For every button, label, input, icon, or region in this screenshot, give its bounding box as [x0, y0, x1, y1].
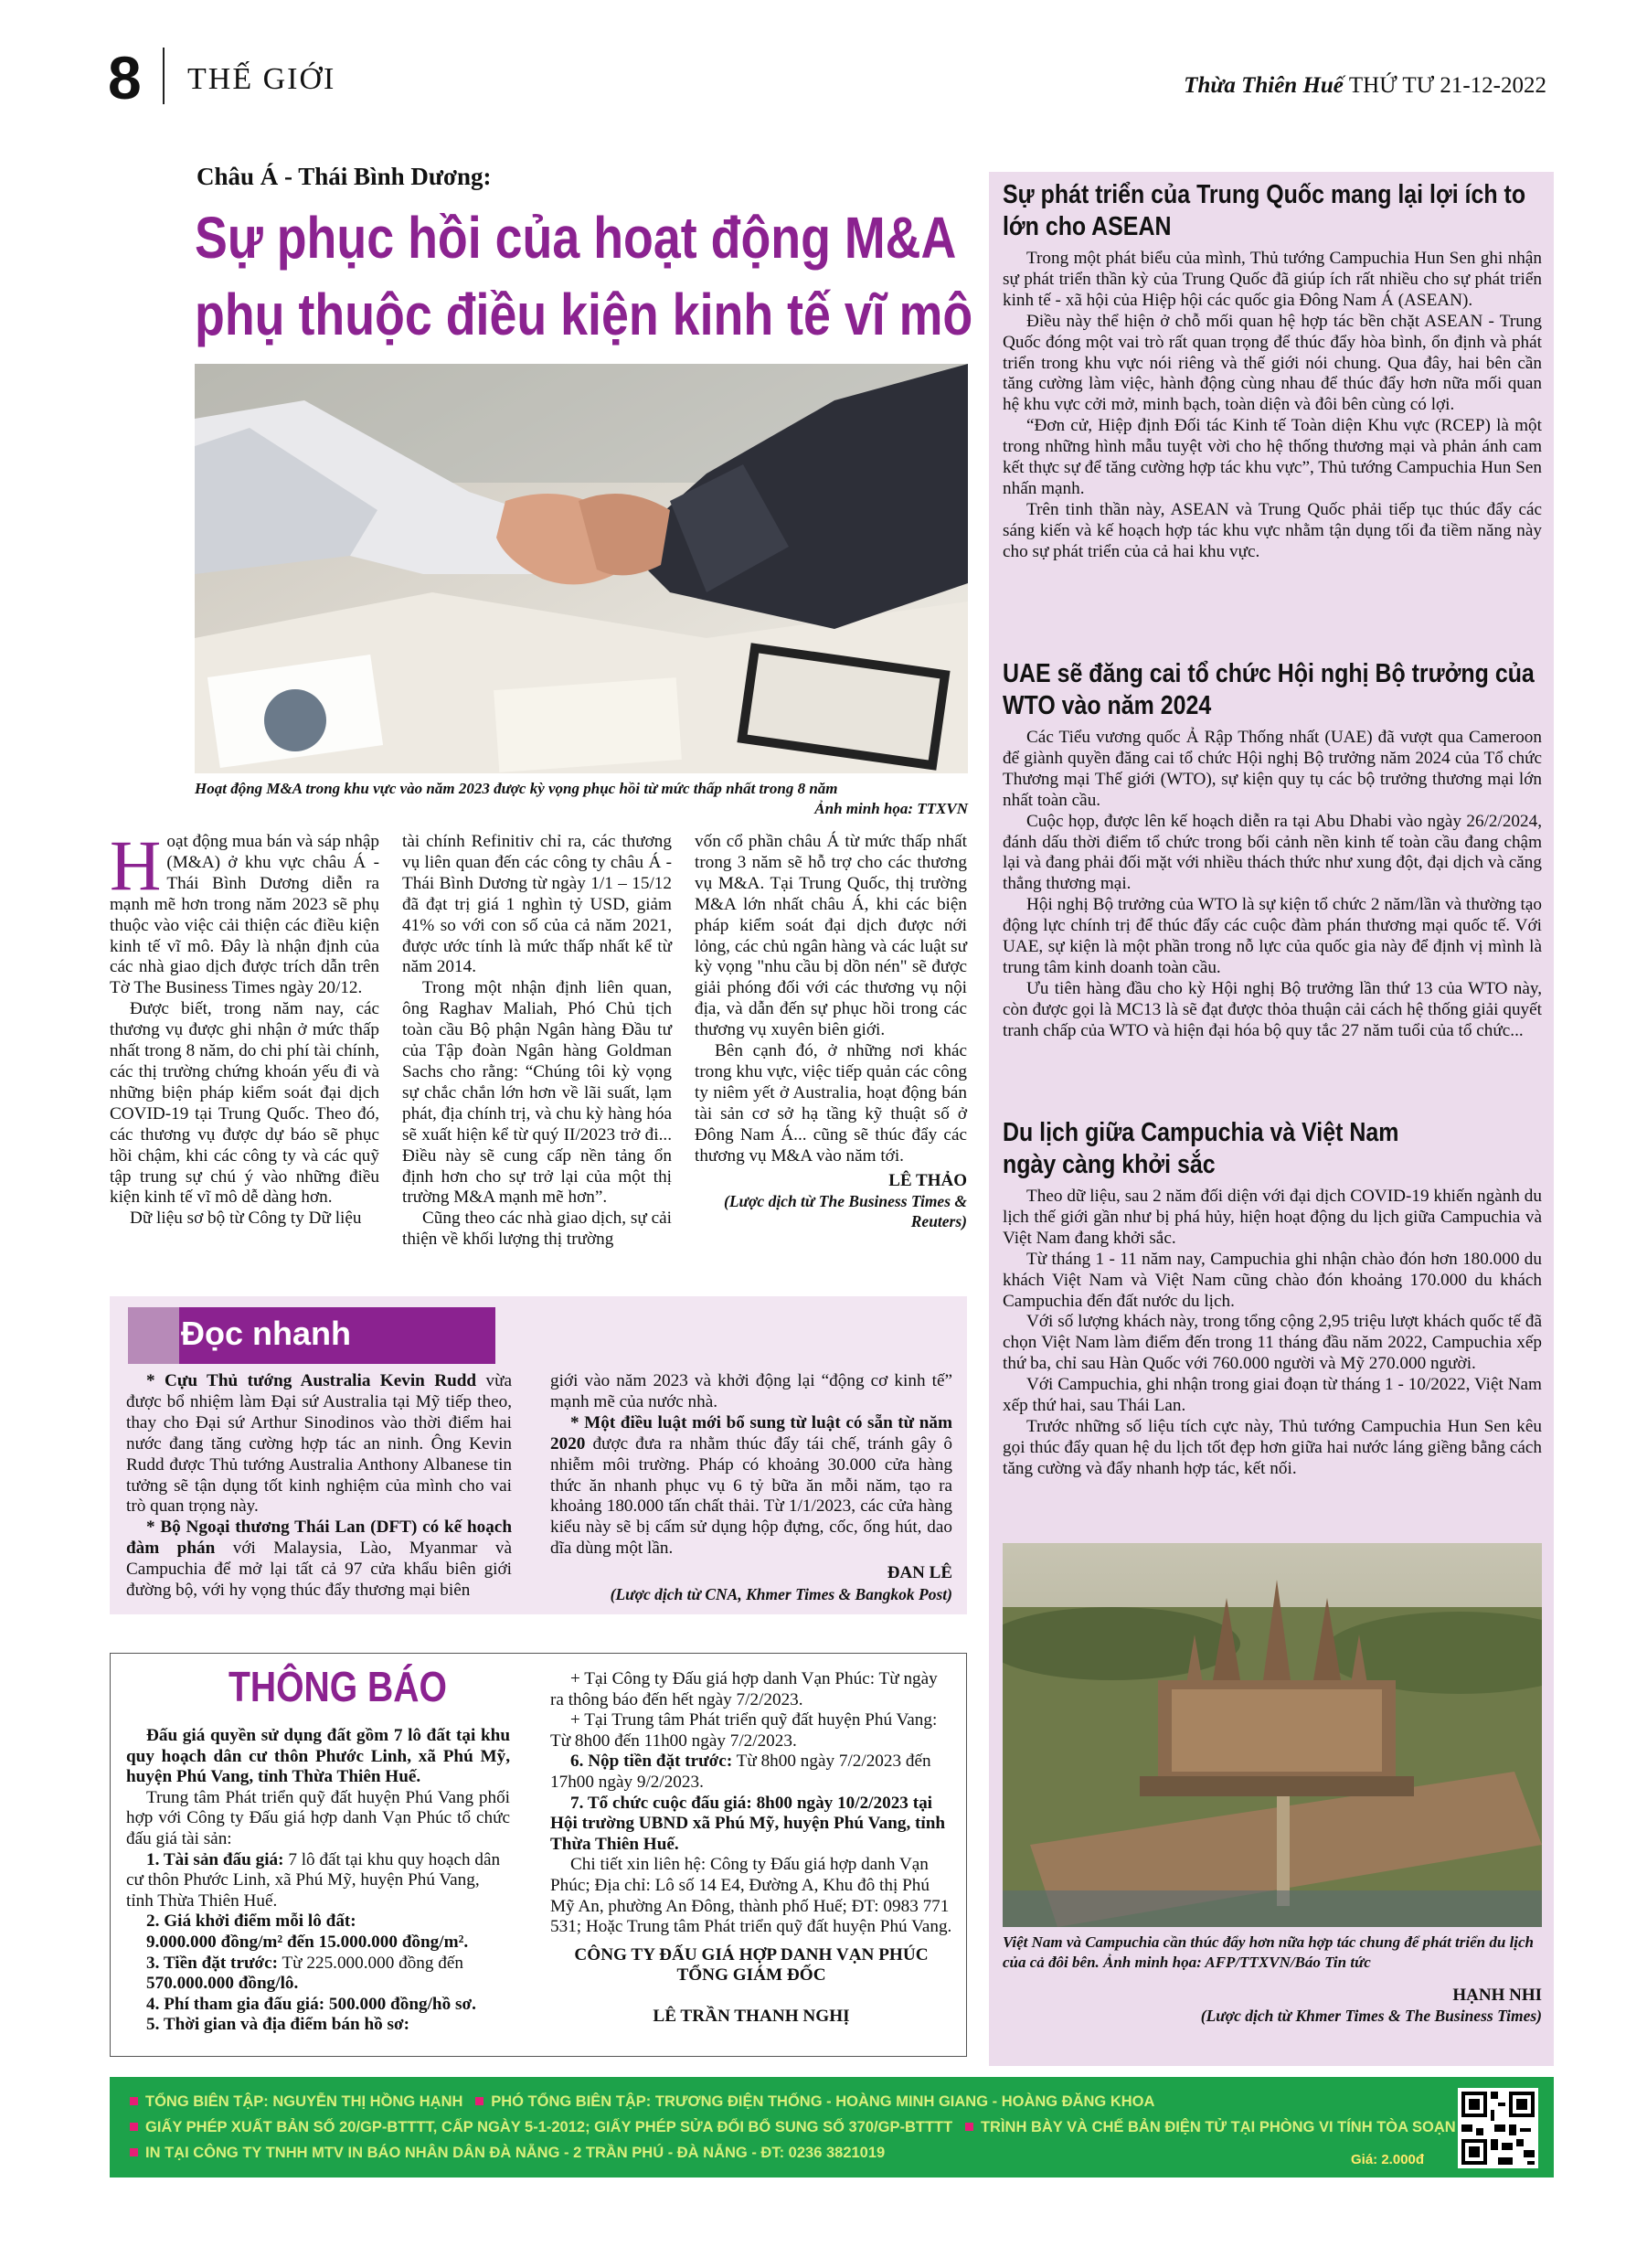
angkor-wat-photo	[1003, 1543, 1542, 1927]
notice-paragraph: Trung tâm Phát triển quỹ đất huyện Phú Vang phối hợp với Công ty Đấu giá hợp danh Vạn Phúc tổ chức đấu giá tài sản:	[126, 1787, 510, 1848]
paragraph: Bên cạnh đó, ở những nơi khác trong khu vực, việc tiếp quản các công ty niêm yết ở Australia, hoạt động bán tài sản cơ sở hạ tầng kỹ thuật số ở Đông Nam Á... cũng sẽ thúc đẩy các thương vụ M&A vào năm tới.	[695, 1041, 967, 1166]
bullet-square-icon	[965, 2123, 973, 2131]
quick-read-title: Đọc nhanh	[181, 1315, 351, 1352]
handshake-photo	[195, 364, 968, 773]
quick-item: * Bộ Ngoại thương Thái Lan (DFT) có kế hoạch đàm phán với Malaysia, Lào, Myanmar và Campuchia để mở lại tất cả 97 cửa khẩu biên giới đường bộ, với hy vọng thúc đẩy thương mại biên	[126, 1517, 512, 1601]
bullet-square-icon	[130, 2148, 138, 2156]
notice-item: 3. Tiền đặt trước: Từ 225.000.000 đồng đến	[146, 1953, 463, 1973]
quick-item: * Cựu Thủ tướng Australia Kevin Rudd vừa được bổ nhiệm làm Đại sứ Australia tại Mỹ tiếp theo, thay cho Đại sứ Arthur Sinodinos vào thời điểm hai nước đang tăng cường hợp tác an ninh. Ông Kevin Rudd được Thủ tướng Australia Anthony Albanese tin tưởng sẽ tận dụng tốt kinh nghiệm của mình cho vai trò quan trọng này.	[126, 1371, 512, 1517]
article-kicker: Châu Á - Thái Bình Dương:	[197, 163, 492, 190]
article-headline	[195, 199, 973, 353]
paragraph: “Đơn cử, Hiệp định Đối tác Kinh tế Toàn diện Khu vực (RCEP) là một trong những hình mẫu tuyệt vời cho hệ thống thương mại và phản ánh cam kết thực sự để tăng cường hợp tác khu vực”, Thủ tướng Campuchia Hun Sen nhấn mạnh.	[1003, 416, 1542, 498]
sidebar-photo-caption-block	[1003, 1933, 1542, 2026]
sidebar-body	[1003, 728, 1542, 1042]
paragraph: Ưu tiên hàng đầu cho kỳ Hội nghị Bộ trưởng lần thứ 13 của WTO này, còn được gọi là MC13 là sẽ đạt được thỏa thuận cải cách hệ thống giải quyết tranh chấp của WTO và hiện đại hóa bộ quy tắc 27 năm tuổi của tổ chức...	[1003, 978, 1542, 1040]
sidebar-article-wto	[1003, 658, 1542, 1042]
paragraph: Điều này thể hiện ở chỗ mối quan hệ hợp tác bền chặt ASEAN - Trung Quốc đóng một vai trò rất quan trọng để thúc đẩy hòa bình, ổn định và phát triển trong khu vực nói riêng và thế giới nói chung. Qua đây, hai bên cần tăng cường làm việc, hành động cùng nhau để thúc đẩy hơn nữa mối quan hệ khu vực cởi mở, minh bạch, toàn diện và đôi bên cùng có lợi.	[1003, 311, 1542, 415]
paragraph: Cuộc họp, được lên kế hoạch diễn ra tại Abu Dhabi vào ngày 26/2/2024, đánh dấu thời điểm tổ chức trong bối cảnh nền kinh tế toàn cầu đang chậm lại và đang phải đối mặt với nhiều thách thức như xung đột, đại dịch và căng thẳng thương mại.	[1003, 811, 1542, 894]
notice-item: 2. Giá khởi điểm mỗi lô đất:	[146, 1911, 356, 1932]
sidebar-body	[1003, 249, 1542, 563]
headline-line-2: phụ thuộc điều kiện kinh tế vĩ mô	[195, 282, 973, 347]
photo-caption	[195, 779, 968, 819]
bullet-square-icon	[130, 2097, 138, 2105]
article-column-2	[402, 832, 672, 1251]
notice-item: 1. Tài sản đấu giá: 7 lô đất tại khu quy hoạch dân cư thôn Phước Linh, xã Phú Mỹ, huyện Phú Vang, tỉnh Thừa Thiên Huế.	[126, 1849, 501, 1911]
sidebar-article-tourism	[1003, 1117, 1542, 1480]
paper-name: Thừa Thiên Huế	[1184, 73, 1344, 98]
notice-item: Chi tiết xin liên hệ: Công ty Đấu giá hợp danh Vạn Phúc; Địa chỉ: Lô số 14 E4, Đường A, Khu đô thị Phú Mỹ An, phường An Đông, thành phố Huế; ĐT: 0983 771 531; Hoặc Trung tâm Phát triển quỹ đất huyện Phú Vang.	[550, 1855, 952, 1937]
paragraph: vốn cổ phần châu Á từ mức thấp nhất trong 3 năm sẽ hỗ trợ cho các thương vụ M&A. Tại Trung Quốc, thị trường M&A lớn nhất châu Á, khi các biện pháp kiểm soát đại dịch được nới lỏng, các chủ ngân hàng và các luật sư kỳ vọng "nhu cầu bị dồn nén" sẽ được giải phóng đối với các thương vụ nội địa, và dẫn đến sự phục hồi trong các thương vụ xuyên biên giới.	[695, 832, 967, 1040]
article-column-1	[110, 825, 379, 1230]
paragraph: Trước những số liệu tích cực này, Thủ tướng Campuchia Hun Sen kêu gọi thúc đẩy quan hệ du lịch tốt đẹp hơn giữa hai nước láng giềng bằng cách tăng cường và đẩy nhanh hợp tác, kết nối.	[1003, 1416, 1542, 1478]
sidebar-article-asean	[1003, 179, 1542, 563]
paragraph: Được biết, trong năm nay, các thương vụ được ghi nhận ở mức thấp nhất trong 8 năm, do chi phí tài chính, các thị trường chứng khoán yếu đi và những biện pháp kiểm soát đại dịch COVID-19 tại Trung Quốc. Theo đó, các thương vụ được dự báo sẽ phục hồi chậm, khi các công ty và các quỹ tập trung sự chú ý vào những điều kiện kinh tế vĩ mô dễ dàng hơn.	[110, 999, 379, 1208]
notice-item: 5. Thời gian và địa điểm bán hồ sơ:	[146, 2015, 409, 2035]
notice-item: + Tại Trung tâm Phát triển quỹ đất huyện Phú Vang: Từ 8h00 đến 11h00 ngày 7/2/2023.	[550, 1710, 938, 1751]
quick-read-column-2	[550, 1371, 952, 1604]
notice-item: 7. Tổ chức cuộc đấu giá: 8h00 ngày 10/2/2023 tại Hội trường UBND xã Phú Mỹ, huyện Phú Vang, tỉnh Thừa Thiên Huế.	[550, 1793, 946, 1854]
article-author: LÊ THẢO	[888, 1170, 967, 1190]
notice-role: TỔNG GIÁM ĐỐC	[676, 1965, 826, 1986]
paragraph: Hội nghị Bộ trưởng của WTO là sự kiện tổ chức 2 năm/lần và thường tạo động lực chính trị để thúc đẩy các cuộc đàm phán thương mại quốc tế. Với UAE, sự kiện là một phần trong nỗ lực của quốc gia này để định vị mình là trung tâm kinh doanh toàn cầu.	[1003, 895, 1542, 977]
drop-cap: H	[110, 825, 162, 905]
quick-item-continued: giới vào năm 2023 và khởi động lại “động cơ kinh tế” mạnh mẽ của nước nhà.	[550, 1371, 952, 1411]
notice-item: 6. Nộp tiền đặt trước: Từ 8h00 ngày 7/2/2023 đến 17h00 ngày 9/2/2023.	[550, 1752, 931, 1792]
quick-source: (Lược dịch từ CNA, Khmer Times & Bangkok Post)	[610, 1585, 952, 1604]
qr-code-icon[interactable]	[1458, 2088, 1538, 2168]
sidebar-headline: Du lịch giữa Campuchia và Việt Nam ngày càng khởi sắc	[1003, 1118, 1399, 1179]
paragraph: Cũng theo các nhà giao dịch, sự cải thiện về khối lượng thị trường	[402, 1209, 672, 1250]
notice-title: THÔNG BÁO	[228, 1663, 447, 1710]
header-divider	[163, 48, 165, 104]
caption-text: Hoạt động M&A trong khu vực vào năm 2023 được kỳ vọng phục hồi từ mức thấp nhất trong 8 năm	[195, 780, 838, 797]
paragraph: Từ tháng 1 - 11 năm nay, Campuchia ghi nhận chào đón hơn 180.000 du khách Việt Nam và Việt Nam cũng chào đón khoảng 170.000 du khách Campuchia đến đất nước du lịch.	[1003, 1249, 1542, 1311]
sidebar-author: HẠNH NHI	[1452, 1986, 1542, 2005]
lead-paragraph: Hoạt động mua bán và sáp nhập (M&A) ở khu vực châu Á - Thái Bình Dương diễn ra mạnh mẽ hơn trong năm 2023 sẽ phụ thuộc vào việc cải thiện các điều kiện kinh tế vĩ mô. Đây là nhận định của các nhà giao dịch được trích dẫn trên Tờ The Business Times ngày 20/12.	[110, 825, 379, 998]
handshake-illustration	[195, 364, 968, 773]
quick-author: ĐAN LÊ	[887, 1563, 952, 1583]
paragraph: Trên tinh thần này, ASEAN và Trung Quốc phải tiếp tục thúc đẩy các sáng kiến và kế hoạch hợp tác khu vực nhằm tận dụng tối đa tiềm năng này cho sự phát triển của cả hai khu vực.	[1003, 499, 1542, 561]
quick-item: * Một điều luật mới bổ sung từ luật có sẵn từ năm 2020 được đưa ra nhằm thúc đẩy tái chế, tránh gây ô nhiễm môi trường. Pháp có khoảng 30.000 cửa hàng thức ăn nhanh phục vụ 6 tỷ bữa ăn mỗi năm, tạo ra khoảng 180.000 tấn chất thải. Từ 1/1/2023, các cửa hàng kiểu này sẽ bị cấm sử dụng hộp đựng, cốc, ống hút, dao dĩa dùng một lần.	[550, 1412, 952, 1559]
notice-signer: LÊ TRẦN THANH NGHỊ	[653, 2006, 850, 2026]
sidebar-source: (Lược dịch từ Khmer Times & The Business Times)	[1200, 2007, 1542, 2025]
paragraph: Trong một nhận định liên quan, ông Raghav Maliah, Phó Chủ tịch toàn cầu Bộ phận Ngân hàng Đầu tư của Tập đoàn Ngân hàng Goldman Sachs cho rằng: “Chúng tôi kỳ vọng sự chắc chắn lớn hơn về lãi suất, lạm phát, địa chính trị, và chu kỳ hàng hóa sẽ xuất hiện kể từ quý II/2023 trở đi... Điều này sẽ cung cấp nền tảng ổn định hơn cho sự trở lại của một thị trường M&A mạnh mẽ hơn”.	[402, 978, 672, 1208]
article-source: (Lược dịch từ The Business Times & Reuters)	[724, 1192, 967, 1231]
paragraph: Trong một phát biểu của mình, Thủ tướng Campuchia Hun Sen ghi nhận sự phát triển thần kỳ của Trung Quốc đã giúp ích rất nhiều cho sự phát triển kinh tế - xã hội của Hiệp hội các quốc gia Đông Nam Á (ASEAN).	[1003, 249, 1542, 310]
photo-credit: Ảnh minh họa: TTXVN	[814, 800, 968, 817]
section-title: THẾ GIỚI	[187, 62, 336, 96]
sidebar-headline: Sự phát triển của Trung Quốc mang lại lợi ích to lớn cho ASEAN	[1003, 180, 1526, 241]
quick-read-column-1	[126, 1371, 512, 1602]
paragraph: Dữ liệu sơ bộ từ Công ty Dữ liệu	[130, 1209, 362, 1229]
article-column-3	[695, 832, 967, 1231]
bullet-square-icon	[130, 2123, 138, 2131]
notice-item-value: 570.000.000 đồng/lô.	[146, 1974, 299, 1994]
notice-item: + Tại Công ty Đấu giá hợp danh Vạn Phúc: Từ ngày ra thông báo đến hết ngày 7/2/2023.	[550, 1669, 938, 1709]
page-number: 8	[108, 44, 142, 112]
price-label: Giá: 2.000đ	[1351, 2152, 1425, 2167]
sidebar-body	[1003, 1187, 1542, 1480]
notice-column-2	[550, 1669, 952, 2028]
paragraph: tài chính Refinitiv chỉ ra, các thương vụ liên quan đến các công ty châu Á - Thái Bình Dương từ ngày 1/1 – 15/12 đã đạt trị giá 1 nghìn tỷ USD, giảm 41% so với con số của cả năm 2021, được ước tính là mức thấp nhất kể từ năm 2014.	[402, 832, 672, 977]
footer-line-3: IN TẠI CÔNG TY TNHH MTV IN BÁO NHÂN DÂN ĐÀ NẴNG - 2 TRẦN PHÚ - ĐÀ NẴNG - ĐT: 0236 3821019	[130, 2145, 885, 2162]
paragraph: Với số lượng khách này, trong tổng cộng 2,95 triệu lượt khách quốc tế đã chọn Việt Nam làm điểm đến trong 11 tháng đầu năm 2022, Campuchia xếp thứ ba, chỉ sau Hàn Quốc với 760.000 người và Mỹ 270.000 người.	[1003, 1312, 1542, 1374]
angkor-wat-illustration	[1003, 1543, 1542, 1927]
footer-line-1: TỔNG BIÊN TẬP: NGUYỄN THỊ HỒNG HẠNH PHÓ TỔNG BIÊN TẬP: TRƯƠNG ĐIỆN THỐNG - HOÀNG MINH GIANG - HOÀNG ĐĂNG KHOA	[130, 2093, 1154, 2111]
notice-item: 4. Phí tham gia đấu giá: 500.000 đồng/hồ sơ.	[146, 1994, 476, 2014]
headline-line-1: Sự phục hồi của hoạt động M&A	[195, 205, 957, 271]
paragraph: Với Campuchia, ghi nhận trong giai đoạn từ tháng 1 - 10/2022, Việt Nam xếp thứ hai, sau Thái Lan.	[1003, 1375, 1542, 1416]
bullet-square-icon	[475, 2097, 483, 2105]
paragraph: Các Tiểu vương quốc Ả Rập Thống nhất (UAE) đã vượt qua Cameroon để giành quyền đăng cai tổ chức Hội nghị Bộ trưởng năm 2024 của Tổ chức Thương mại Thế giới (WTO), sự kiện quy tụ các bộ trưởng thương mại lớn nhất toàn cầu.	[1003, 728, 1542, 810]
notice-column-1	[126, 1726, 510, 2036]
notice-intro: Đấu giá quyền sử dụng đất gồm 7 lô đất tại khu quy hoạch dân cư thôn Phước Linh, xã Phú Mỹ, huyện Phú Vang, tỉnh Thừa Thiên Huế.	[126, 1726, 510, 1787]
sidebar-photo-caption: Việt Nam và Campuchia cần thúc đẩy hơn nữa hợp tác chung để phát triển du lịch của cả đôi bên. Ảnh minh họa: AFP/TTXVN/Báo Tin tức	[1003, 1933, 1535, 1971]
qr-code-graphic	[1458, 2088, 1538, 2168]
issue-date: THỨ TƯ 21-12-2022	[1348, 73, 1546, 98]
paragraph: Theo dữ liệu, sau 2 năm đối diện với đại dịch COVID-19 khiến ngành du lịch thế giới gần như bị phá hủy, hiện hoạt động du lịch giữa Campuchia và Việt Nam đang khởi sắc.	[1003, 1187, 1542, 1248]
quick-read-header-accent	[128, 1307, 179, 1364]
notice-company: CÔNG TY ĐẤU GIÁ HỢP DANH VẠN PHÚC	[574, 1944, 929, 1965]
masthead	[1184, 73, 1546, 99]
notice-item-value: 9.000.000 đồng/m² đến 15.000.000 đồng/m².	[146, 1932, 469, 1952]
footer-line-2: GIẤY PHÉP XUẤT BẢN SỐ 20/GP-BTTTT, CẤP NGÀY 5-1-2012; GIẤY PHÉP SỬA ĐỔI BỔ SUNG SỐ 370/GP-BTTTT TRÌNH BÀY VÀ CHẾ BẢN ĐIỆN TỬ TẠI PHÒNG VI TÍNH TÒA SOẠN	[130, 2119, 1456, 2136]
sidebar-headline: UAE sẽ đăng cai tổ chức Hội nghị Bộ trưởng của WTO vào năm 2024	[1003, 659, 1535, 720]
